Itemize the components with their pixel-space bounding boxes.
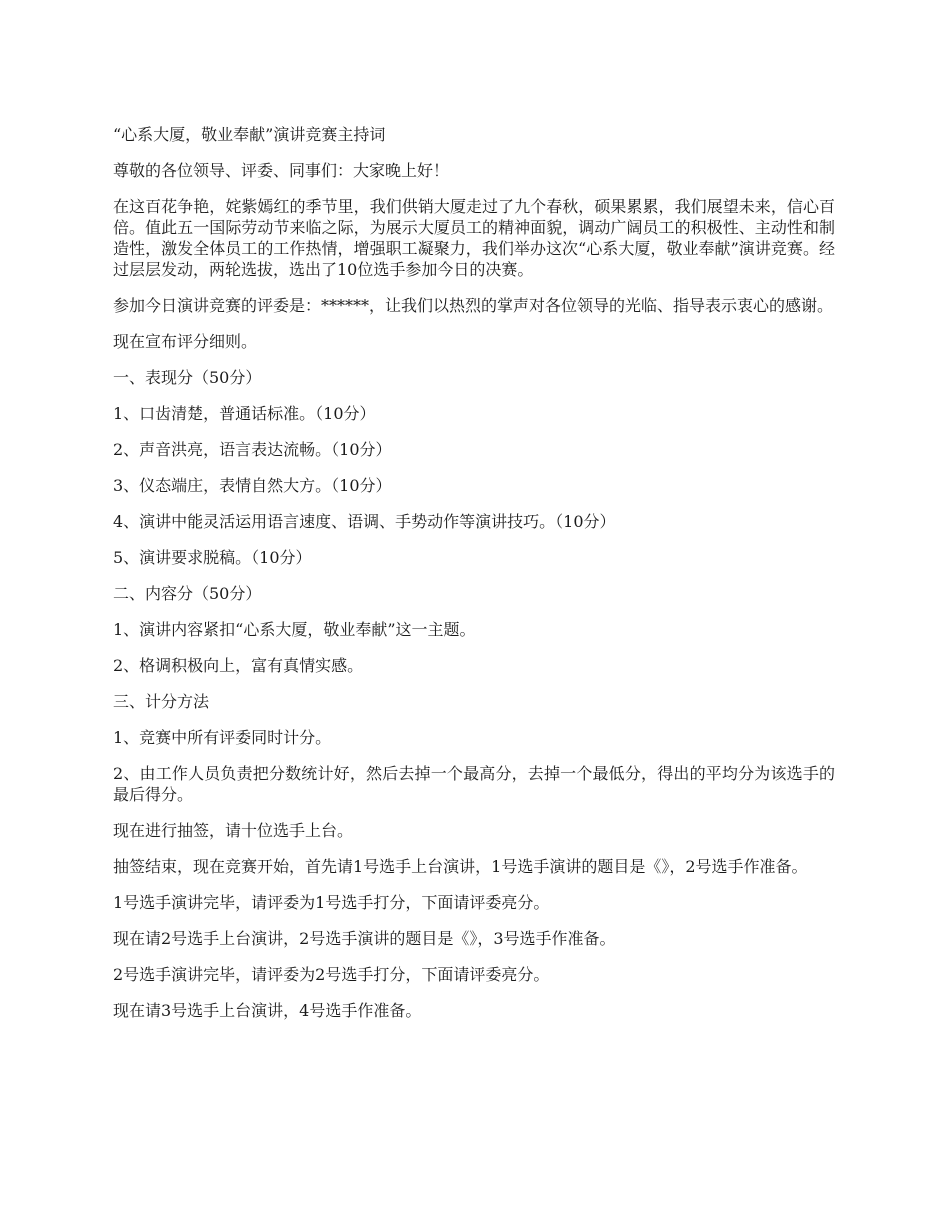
section-heading-performance: 一、表现分（50分） [113, 368, 262, 387]
body-paragraph: 2号选手演讲完毕，请评委为2号选手打分，下面请评委亮分。 [113, 965, 550, 984]
body-paragraph: 1号选手演讲完毕，请评委为1号选手打分，下面请评委亮分。 [113, 893, 550, 912]
rule-item: 2、由工作人员负责把分数统计好，然后去掉一个最高分，去掉一个最低分，得出的平均分为该选手的最后得分。 [113, 764, 835, 804]
section-heading-content: 二、内容分（50分） [113, 584, 262, 603]
body-paragraph: 现在进行抽签，请十位选手上台。 [113, 821, 354, 840]
intro-paragraph: 在这百花争艳，姹紫嫣红的季节里，我们供销大厦走过了九个春秋，硕果累累，我们展望未来，信心百倍。值此五一国际劳动节来临之际，为展示大厦员工的精神面貌，调动广阔员工的积极性、主动性和制造性，激发全体员工的工作热情，增强职工凝聚力，我们举办这次“心系大厦，敬业奉献”演讲竞赛。经过层层发动，两轮选拔，选出了10位选手参加今日的决赛。 [113, 197, 835, 279]
judges-paragraph: 参加今日演讲竞赛的评委是：******，让我们以热烈的掌声对各位领导的光临、指导表示衷心的感谢。 [113, 296, 834, 315]
rule-item: 1、口齿清楚，普通话标准。（10分） [113, 404, 376, 423]
greeting: 尊敬的各位领导、评委、同事们：大家晚上好！ [113, 161, 450, 180]
section-heading-scoring: 三、计分方法 [113, 692, 210, 711]
rule-item: 2、声音洪亮，语言表达流畅。（10分） [113, 440, 392, 459]
rule-item: 1、竞赛中所有评委同时计分。 [113, 728, 332, 747]
rule-item: 1、演讲内容紧扣“心系大厦，敬业奉献”这一主题。 [113, 620, 476, 639]
rules-announcement: 现在宣布评分细则。 [113, 332, 258, 351]
rule-item: 4、演讲中能灵活运用语言速度、语调、手势动作等演讲技巧。（10分） [113, 512, 616, 531]
body-paragraph: 现在请2号选手上台演讲，2号选手演讲的题目是《》，3号选手作准备。 [113, 929, 616, 948]
document-body [113, 124, 835, 1036]
rule-item: 2、格调积极向上，富有真情实感。 [113, 656, 364, 675]
rule-item: 3、仪态端庄，表情自然大方。（10分） [113, 476, 392, 495]
body-paragraph: 抽签结束，现在竞赛开始，首先请1号选手上台演讲，1号选手演讲的题目是《》，2号选手作准备。 [113, 857, 808, 876]
body-paragraph: 现在请3号选手上台演讲，4号选手作准备。 [113, 1001, 422, 1020]
rule-item: 5、演讲要求脱稿。（10分） [113, 548, 312, 567]
document-title: “心系大厦，敬业奉献”演讲竞赛主持词 [113, 125, 386, 144]
